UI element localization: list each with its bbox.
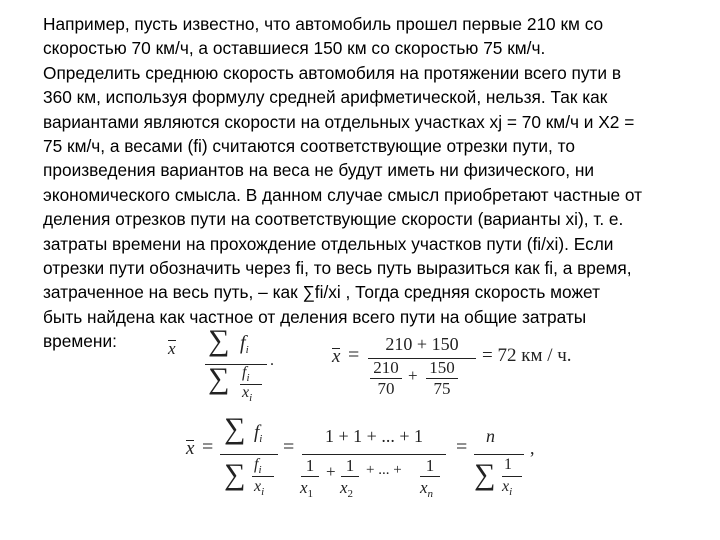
sum-symbol-denominator: ∑ (224, 458, 246, 491)
numerator-150: 150 (429, 358, 455, 377)
equals-sign: = (283, 436, 295, 458)
x-letter: x (300, 478, 308, 497)
text-line: Например, пусть известно, что автомобиль прошел первые 210 км со (43, 14, 604, 34)
x1-denominator (300, 478, 313, 498)
text-line: деления отрезков пути на соответствующие скорости (варианты xi), т. е. (43, 209, 624, 230)
one-over-xi-numerator: 1 (504, 456, 512, 473)
x2-denominator (340, 478, 353, 498)
text-line: времени: (43, 331, 117, 352)
plus-sign: + (326, 462, 336, 481)
f-letter: f (254, 422, 260, 443)
equals-sign: = (348, 344, 360, 366)
text-line: затраты времени на прохождение отдельных участков пути (fi/xi). Если (43, 233, 614, 254)
text-line: Определить среднюю скорость автомобиля на протяжении всего пути в (43, 62, 622, 83)
text-line: затраченное на весь путь, – как ∑fi/xi , Тогда средняя скорость может (43, 282, 600, 303)
f-symbol (240, 332, 249, 355)
numerator-sum: 210 + 150 (385, 334, 459, 354)
x-letter: x (502, 478, 510, 495)
fraction-bar-n (474, 454, 524, 455)
one-over-x2-numerator: 1 (345, 456, 355, 475)
text-line: вариантами являются скорости на отдельных участках xj = 70 км/ч и X2 = (43, 111, 635, 132)
index-i: i (259, 433, 263, 445)
index-n: n (427, 488, 434, 500)
index-i: i (509, 486, 513, 498)
result-value: = 72 км / ч. (482, 345, 572, 366)
f-letter: f (242, 364, 247, 381)
xn-denominator (420, 478, 433, 498)
denominator-70: 70 (377, 379, 395, 398)
denominator-75: 75 (433, 379, 451, 398)
one-over-xn-numerator: 1 (425, 456, 435, 475)
formula-weighted-harmonic-mean (160, 324, 280, 405)
x-bar-symbol: x (186, 438, 195, 459)
text-line: 360 км, используя формулу средней арифметической, нельзя. Так как (43, 87, 608, 108)
equals-sign: = (202, 436, 214, 458)
index-i: i (258, 464, 262, 476)
text-line: отрезки пути обозначить через fi, то весь путь выразиться как fi, а время, (43, 258, 632, 279)
text-line: экономического смысла. В данном случае смысл приобретают частные от (43, 184, 643, 205)
sum-symbol-numerator: ∑ (224, 412, 246, 445)
index-2: 2 (347, 488, 354, 500)
x-letter: x (242, 384, 250, 401)
one-over-x1-numerator: 1 (305, 456, 315, 475)
plus-sign: + (408, 366, 418, 385)
f-over-x-denominator (254, 478, 264, 496)
x-letter: x (340, 478, 348, 497)
f-over-x-numerator (242, 364, 250, 382)
comma: , (530, 438, 535, 458)
n-numerator: n (486, 426, 495, 446)
formula-general-form (180, 412, 560, 518)
formula-numeric-example (328, 330, 608, 405)
index-1: 1 (307, 488, 314, 500)
sum-symbol-denominator-n: ∑ (474, 458, 496, 491)
text-line: скоростью 70 км/ч, а оставшиеся 150 км со скоростью 75 км/ч. (43, 38, 546, 59)
sum-symbol-numerator: ∑ (208, 324, 230, 357)
sum-symbol-denominator: ∑ (208, 362, 230, 395)
index-i: i (249, 392, 253, 404)
f-over-x-numerator (254, 456, 262, 474)
x-letter: x (420, 478, 428, 497)
x-letter: x (254, 478, 262, 495)
equals-sign: = (456, 436, 468, 458)
x-bar-symbol: x (168, 339, 176, 358)
index-i: i (246, 372, 250, 384)
f-letter: f (254, 456, 259, 473)
numerator-ones-sum: 1 + 1 + ... + 1 (325, 426, 423, 446)
text-line: 75 км/ч, а весами (fi) считаются соответствующие отрезки пути, то (43, 136, 575, 157)
text-line: произведения вариантов на веса не будут иметь ни физического, ни (43, 160, 595, 181)
numerator-210: 210 (373, 358, 399, 377)
fraction-bar (220, 454, 278, 455)
period: . (270, 352, 274, 369)
f-over-x-denominator (242, 384, 252, 402)
x-bar-symbol: x (332, 346, 341, 367)
plus-dots-plus: + ... + (366, 462, 402, 478)
index-i: i (261, 486, 265, 498)
xi-denominator (502, 478, 512, 496)
text-line: быть найдена как частное от деления всего пути на общие затраты (43, 306, 587, 327)
f-symbol (254, 422, 262, 444)
index-i: i (245, 344, 249, 356)
f-letter: f (240, 332, 246, 354)
